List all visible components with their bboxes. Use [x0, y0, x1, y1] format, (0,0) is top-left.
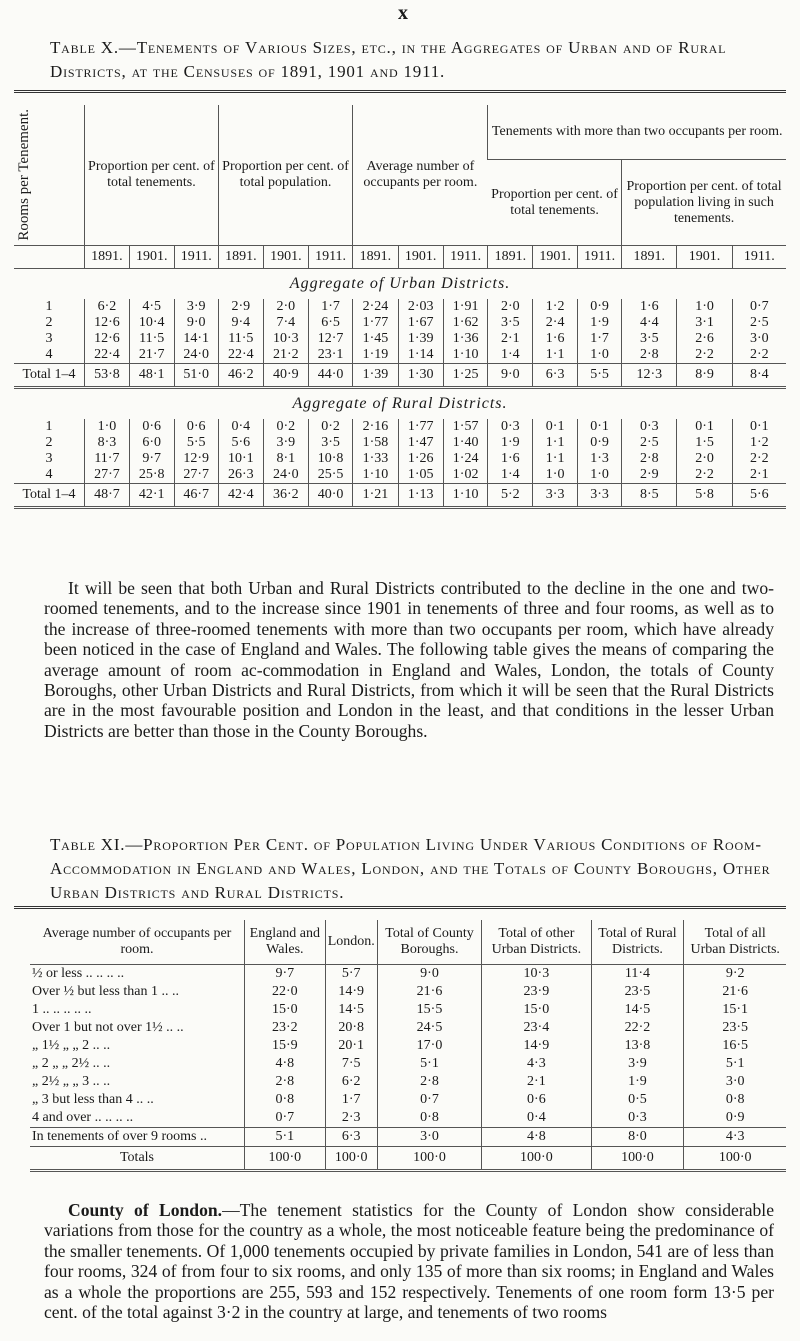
rooms-label: 3 [45, 451, 53, 466]
table-cell: 0·2 [308, 419, 352, 435]
table-cell: 23·1 [308, 347, 352, 364]
table-cell: 2·1 [482, 1073, 591, 1091]
column-header: London. [325, 920, 377, 965]
table-cell: 25·5 [308, 467, 352, 484]
table-cell: 1·9 [578, 315, 622, 331]
table-cell: 6·3 [533, 364, 578, 388]
table-cell: 40·9 [263, 364, 308, 388]
table-cell: 10·1 [218, 451, 263, 467]
section-urban: Aggregate of Urban Districts. [289, 275, 511, 292]
table-cell: 44·0 [308, 364, 352, 388]
table-cell: 6·0 [129, 435, 174, 451]
table-cell: 2·8 [245, 1073, 326, 1091]
table-cell: 2·1 [488, 331, 533, 347]
paragraph-2 [44, 1200, 774, 1322]
table-cell: 51·0 [174, 364, 218, 388]
table-cell: 1·77 [398, 419, 443, 435]
table-cell: 1·7 [578, 331, 622, 347]
table-cell: 7·5 [325, 1055, 377, 1073]
table-cell: 1·6 [622, 299, 677, 315]
column-header: Total of other Urban Districts. [482, 920, 591, 965]
table-cell: 2·5 [622, 435, 677, 451]
table-cell: 0·1 [732, 419, 786, 435]
table-cell: 9·2 [684, 965, 786, 984]
table-cell: 15·0 [245, 1001, 326, 1019]
totals-row [30, 1147, 786, 1171]
table-cell: 7·4 [263, 315, 308, 331]
table-cell: 13·8 [591, 1037, 684, 1055]
table-cell: 15·9 [245, 1037, 326, 1055]
table-cell: 0·5 [591, 1091, 684, 1109]
table-cell: 4·3 [482, 1055, 591, 1073]
table-cell: 1·1 [533, 451, 578, 467]
table-cell: 2·3 [325, 1109, 377, 1128]
rooms-label: 1 [45, 419, 53, 434]
table-cell: 1·6 [488, 451, 533, 467]
table-cell: 2·8 [622, 347, 677, 364]
table-cell: 0·9 [578, 299, 622, 315]
rooms-label: 2 [45, 435, 53, 450]
table-cell: 1·13 [398, 484, 443, 508]
table-cell: 3·5 [488, 315, 533, 331]
table-cell: 23·4 [482, 1019, 591, 1037]
table-cell: 3·9 [174, 299, 218, 315]
occupants-label: Over ½ but less than 1 .. .. [32, 984, 179, 999]
table-row [14, 419, 786, 435]
occupants-label: „ 3 but less than 4 .. .. [32, 1092, 154, 1107]
table-row [14, 435, 786, 451]
urban-rows [14, 299, 786, 364]
table-cell: 14·1 [174, 331, 218, 347]
table-cell: 5·1 [684, 1055, 786, 1073]
table-cell: 1·0 [533, 467, 578, 484]
table-cell: 1·7 [308, 299, 352, 315]
table-cell: 23·5 [684, 1019, 786, 1037]
total-label: Total 1–4 [14, 364, 85, 388]
table-cell: 1·4 [488, 467, 533, 484]
table-cell: 15·5 [377, 1001, 481, 1019]
table-cell: 21·6 [684, 983, 786, 1001]
table-cell: 11·7 [85, 451, 130, 467]
table-cell: 1·4 [488, 347, 533, 364]
over9-label: In tenements of over 9 rooms .. [30, 1128, 245, 1147]
table-cell: 14·9 [325, 983, 377, 1001]
table-cell: 1·24 [443, 451, 488, 467]
table-cell: 4·5 [129, 299, 174, 315]
table-cell: 1·33 [353, 451, 398, 467]
table-cell: 1·9 [488, 435, 533, 451]
table-cell: 1·2 [732, 435, 786, 451]
table-cell: 6·5 [308, 315, 352, 331]
table-cell: 5·5 [578, 364, 622, 388]
table-cell: 1·30 [398, 364, 443, 388]
section-rural: Aggregate of Rural Districts. [292, 395, 508, 412]
occupants-label: ½ or less .. .. .. .. [30, 965, 245, 984]
table-cell: 1·10 [353, 467, 398, 484]
table-cell: 1·05 [398, 467, 443, 484]
table-cell: 1·40 [443, 435, 488, 451]
rural-rows [14, 419, 786, 484]
table-cell: 27·7 [85, 467, 130, 484]
table-cell: 1·0 [578, 467, 622, 484]
col-prop-ten-header: Proportion per cent. of total tenements. [85, 105, 219, 246]
table-cell: 21·2 [263, 347, 308, 364]
table-cell: 10·8 [308, 451, 352, 467]
table-cell: 8·1 [263, 451, 308, 467]
total-label: Total 1–4 [14, 484, 85, 508]
rooms-label: 4 [45, 467, 53, 482]
table-cell: 2·2 [677, 467, 732, 484]
table-cell: 1·39 [398, 331, 443, 347]
table-row [30, 1037, 786, 1055]
table-cell: 20·8 [325, 1019, 377, 1037]
occupants-label: „ 2 „ „ 2½ .. .. [32, 1056, 111, 1071]
table-cell: 46·2 [218, 364, 263, 388]
table-cell: 0·8 [245, 1091, 326, 1109]
table-cell: 24·0 [263, 467, 308, 484]
table-cell: 1·77 [353, 315, 398, 331]
table-cell: 5·5 [174, 435, 218, 451]
table-cell: 3·5 [308, 435, 352, 451]
rooms-label: 1 [45, 299, 53, 314]
table-cell: 14·5 [591, 1001, 684, 1019]
table-cell: 48·7 [85, 484, 130, 508]
table-cell: 27·7 [174, 467, 218, 484]
table-row [30, 965, 786, 984]
table-cell: 0·8 [684, 1091, 786, 1109]
table-cell: 2·2 [677, 347, 732, 364]
col-prop-pop-header: Proportion per cent. of total population. [218, 105, 352, 246]
table-cell: 1·45 [353, 331, 398, 347]
table-cell: 0·2 [263, 419, 308, 435]
paragraph-1: It will be seen that both Urban and Rural Districts contributed to the decline in the one and two-roomed tenements, and to the increase since 1901 in tenements of three and four rooms, as well as to the increase of three-roomed tenements with more than two occupants per room, which have already been noticed in the case of England and Wales. The following table gives the means of comparing the average amount of room ac-commodation in England and Wales, London, the totals of County Boroughs, other Urban Districts and Rural Districts, from which it will be seen that the Rural Districts are in the most favourable position and London in the least, and that conditions in the lesser Urban Districts are better than those in the County Boroughs. [44, 578, 774, 741]
table-cell: 1·0 [85, 419, 130, 435]
table-cell: 0·3 [622, 419, 677, 435]
occupants-label: 4 and over .. .. .. .. [32, 1110, 134, 1125]
table-cell: 2·16 [353, 419, 398, 435]
table-cell: 100·0 [482, 1147, 591, 1171]
table-cell: 8·4 [732, 364, 786, 388]
table-cell: 1·19 [353, 347, 398, 364]
table-cell: 20·1 [325, 1037, 377, 1055]
table-cell: 0·9 [578, 435, 622, 451]
table-cell: 1·2 [533, 299, 578, 315]
table-cell: 22·2 [591, 1019, 684, 1037]
table-cell: 4·4 [622, 315, 677, 331]
table-cell: 0·1 [578, 419, 622, 435]
table-cell: 8·9 [677, 364, 732, 388]
table-row [14, 467, 786, 484]
table-cell: 12·6 [85, 331, 130, 347]
table-cell: 26·3 [218, 467, 263, 484]
table-cell: 12·6 [85, 315, 130, 331]
table-x-heading: Table X.—Tenements of Various Sizes, etc., in the Aggregates of Urban and of Rural Districts, at the Censuses of 1891, 1901 and 1911. [50, 38, 727, 81]
rural-total-row [14, 484, 786, 508]
col-more-two-header: Tenements with more than two occupants per room. [488, 105, 786, 160]
table-cell: 2·2 [732, 451, 786, 467]
occupants-label: 1 .. .. .. .. .. [32, 1002, 92, 1017]
table-row [30, 1001, 786, 1019]
occupants-label: „ 1½ „ „ 2 .. .. [32, 1038, 111, 1053]
paragraph-2-text: —The tenement statistics for the County of London show considerable variations from those for the country as a whole, the most noticeable feature being the predominance of the smaller tenements. Of 1,000 tenements occupied by private families in London, 541 are of less than four rooms, 324 of from four to six rooms, and only 135 of more than six rooms; in England and Wales as a whole the proportions are 255, 593 and 152 respectively. Tenements of one room form 13·5 per cent. of the total against 3·2 in the country at large, and tenements of two rooms [44, 1200, 774, 1323]
page-number: x [398, 2, 408, 24]
table-cell: 5·2 [488, 484, 533, 508]
col-rooms-header: Rooms per Tenement. [16, 109, 32, 241]
table-cell: 3·9 [263, 435, 308, 451]
table-cell: 2·0 [677, 451, 732, 467]
table-cell: 1·3 [578, 451, 622, 467]
table-cell: 0·7 [245, 1109, 326, 1128]
table-cell: 1·02 [443, 467, 488, 484]
table-cell: 3·0 [377, 1128, 481, 1147]
table-cell: 0·7 [732, 299, 786, 315]
table-cell: 24·5 [377, 1019, 481, 1037]
table-cell: 10·4 [129, 315, 174, 331]
rooms-label: 3 [45, 331, 53, 346]
totals-label: Totals [30, 1147, 245, 1171]
table-cell: 5·1 [245, 1128, 326, 1147]
table-cell: 1·67 [398, 315, 443, 331]
table-cell: 2·8 [377, 1073, 481, 1091]
table-cell: 0·6 [129, 419, 174, 435]
table-cell: 1·62 [443, 315, 488, 331]
table-cell: 5·6 [732, 484, 786, 508]
table-cell: 1·47 [398, 435, 443, 451]
table-cell: 2·0 [488, 299, 533, 315]
table-cell: 3·1 [677, 315, 732, 331]
table-cell: 14·5 [325, 1001, 377, 1019]
table-xi [30, 920, 786, 1172]
table-cell: 12·7 [308, 331, 352, 347]
table-cell: 10·3 [263, 331, 308, 347]
table-row [14, 347, 786, 364]
table-cell: 3·3 [578, 484, 622, 508]
table-cell: 23·2 [245, 1019, 326, 1037]
table-cell: 42·4 [218, 484, 263, 508]
table-cell: 40·0 [308, 484, 352, 508]
table-cell: 17·0 [377, 1037, 481, 1055]
table-cell: 0·1 [533, 419, 578, 435]
table-cell: 4·8 [245, 1055, 326, 1073]
occupants-label: Over 1 but not over 1½ .. .. [32, 1020, 184, 1035]
table-cell: 5·1 [377, 1055, 481, 1073]
table-cell: 1·6 [533, 331, 578, 347]
urban-total-row [14, 364, 786, 388]
table-cell: 48·1 [129, 364, 174, 388]
table-cell: 25·8 [129, 467, 174, 484]
table-cell: 0·6 [482, 1091, 591, 1109]
table-row [30, 983, 786, 1001]
table-cell: 21·6 [377, 983, 481, 1001]
table-cell: 9·0 [377, 965, 481, 984]
table-cell: 1·1 [533, 435, 578, 451]
table-cell: 100·0 [245, 1147, 326, 1171]
table-cell: 12·3 [622, 364, 677, 388]
table-cell: 1·21 [353, 484, 398, 508]
table-cell: 0·4 [218, 419, 263, 435]
table-row [14, 331, 786, 347]
table-cell: 1·26 [398, 451, 443, 467]
rule [14, 90, 786, 93]
table-cell: 14·9 [482, 1037, 591, 1055]
over9-row [30, 1128, 786, 1147]
table-cell: 0·3 [488, 419, 533, 435]
table-cell: 42·1 [129, 484, 174, 508]
table-cell: 1·1 [533, 347, 578, 364]
table-cell: 11·4 [591, 965, 684, 984]
table-cell: 23·5 [591, 983, 684, 1001]
table-cell: 1·57 [443, 419, 488, 435]
table-cell: 11·5 [218, 331, 263, 347]
table-cell: 2·1 [732, 467, 786, 484]
table-cell: 1·0 [677, 299, 732, 315]
table-cell: 1·14 [398, 347, 443, 364]
table-row [30, 1109, 786, 1128]
table-cell: 53·8 [85, 364, 130, 388]
table-row [14, 299, 786, 315]
table-cell: 100·0 [684, 1147, 786, 1171]
table-cell: 9·0 [488, 364, 533, 388]
table-cell: 8·3 [85, 435, 130, 451]
column-header: Total of all Urban Districts. [684, 920, 786, 965]
table-cell: 2·2 [732, 347, 786, 364]
table-cell: 2·0 [263, 299, 308, 315]
rule [14, 906, 786, 909]
column-header: Total of Rural Districts. [591, 920, 684, 965]
table-cell: 6·3 [325, 1128, 377, 1147]
table-cell: 2·5 [732, 315, 786, 331]
table-row [14, 451, 786, 467]
column-header: England and Wales. [245, 920, 326, 965]
col-avg-header: Average number of occupants per room. [353, 105, 488, 246]
table-cell: 100·0 [591, 1147, 684, 1171]
table-cell: 12·9 [174, 451, 218, 467]
table-row [14, 315, 786, 331]
years-row: 1891. 1901. 1911. 1891. 1901. 1911. 1891. 1901. 1911. 1891. 1901. 1911. 1891. 1901. 1911. [14, 246, 786, 269]
table-cell: 1·0 [578, 347, 622, 364]
table-cell: 5·7 [325, 965, 377, 984]
table-cell: 22·4 [85, 347, 130, 364]
table-cell: 6·2 [85, 299, 130, 315]
table-xi-header-row [30, 920, 786, 965]
table-cell: 3·0 [732, 331, 786, 347]
table-cell: 1·7 [325, 1091, 377, 1109]
table-cell: 1·5 [677, 435, 732, 451]
table-cell: 4·3 [684, 1128, 786, 1147]
table-cell: 0·4 [482, 1109, 591, 1128]
table-cell: 2·6 [677, 331, 732, 347]
table-cell: 9·7 [129, 451, 174, 467]
table-cell: 2·03 [398, 299, 443, 315]
table-cell: 100·0 [325, 1147, 377, 1171]
table-cell: 9·0 [174, 315, 218, 331]
table-cell: 5·6 [218, 435, 263, 451]
table-x [14, 105, 786, 509]
table-cell: 22·0 [245, 983, 326, 1001]
table-cell: 1·9 [591, 1073, 684, 1091]
table-row [30, 1091, 786, 1109]
table-cell: 10·3 [482, 965, 591, 984]
col-more-two-a-header: Proportion per cent. of total tenements. [491, 186, 618, 218]
table-cell: 1·36 [443, 331, 488, 347]
occupants-header: Average number of occupants per room. [42, 926, 232, 957]
table-cell: 8·5 [622, 484, 677, 508]
table-cell: 11·5 [129, 331, 174, 347]
table-row [30, 1055, 786, 1073]
table-cell: 1·58 [353, 435, 398, 451]
table-cell: 0·3 [591, 1109, 684, 1128]
table-cell: 24·0 [174, 347, 218, 364]
table-cell: 6·2 [325, 1073, 377, 1091]
table-cell: 2·9 [218, 299, 263, 315]
table-cell: 0·8 [377, 1109, 481, 1128]
table-cell: 3·9 [591, 1055, 684, 1073]
table-cell: 23·9 [482, 983, 591, 1001]
table-cell: 1·10 [443, 484, 488, 508]
table-cell: 2·8 [622, 451, 677, 467]
table-cell: 8·0 [591, 1128, 684, 1147]
occupants-label: „ 2½ „ „ 3 .. .. [32, 1074, 111, 1089]
table-cell: 0·9 [684, 1109, 786, 1128]
table-cell: 1·25 [443, 364, 488, 388]
table-cell: 15·0 [482, 1001, 591, 1019]
table-cell: 3·0 [684, 1073, 786, 1091]
table-cell: 4·8 [482, 1128, 591, 1147]
paragraph-2-lead: County of London. [68, 1200, 223, 1220]
rooms-label: 4 [45, 347, 53, 362]
table-cell: 0·6 [174, 419, 218, 435]
table-cell: 9·7 [245, 965, 326, 984]
table-cell: 2·4 [533, 315, 578, 331]
table-cell: 5·8 [677, 484, 732, 508]
table-cell: 1·10 [443, 347, 488, 364]
table-cell: 0·7 [377, 1091, 481, 1109]
rooms-label: 2 [45, 315, 53, 330]
table-cell: 0·1 [677, 419, 732, 435]
table-cell: 21·7 [129, 347, 174, 364]
table-cell: 1·39 [353, 364, 398, 388]
table-cell: 22·4 [218, 347, 263, 364]
table-cell: 3·5 [622, 331, 677, 347]
table-cell: 2·9 [622, 467, 677, 484]
table-cell: 16·5 [684, 1037, 786, 1055]
table-cell: 15·1 [684, 1001, 786, 1019]
table-cell: 3·3 [533, 484, 578, 508]
table-cell: 2·24 [353, 299, 398, 315]
table-cell: 9·4 [218, 315, 263, 331]
table-cell: 46·7 [174, 484, 218, 508]
table-cell: 1·91 [443, 299, 488, 315]
column-header: Total of County Boroughs. [377, 920, 481, 965]
table-row [30, 1019, 786, 1037]
col-more-two-b-header: Proportion per cent. of total population living in such tenements. [622, 160, 786, 246]
table-xi-heading: Table XI.—Proportion Per Cent. of Population Living Under Various Conditions of Room-Accommodation in England and Wales, London, and the Totals of County Boroughs, Other Urban Districts and Rural Districts. [50, 835, 771, 902]
table-xi-rows [30, 965, 786, 1128]
table-cell: 100·0 [377, 1147, 481, 1171]
table-row [30, 1073, 786, 1091]
table-cell: 36·2 [263, 484, 308, 508]
